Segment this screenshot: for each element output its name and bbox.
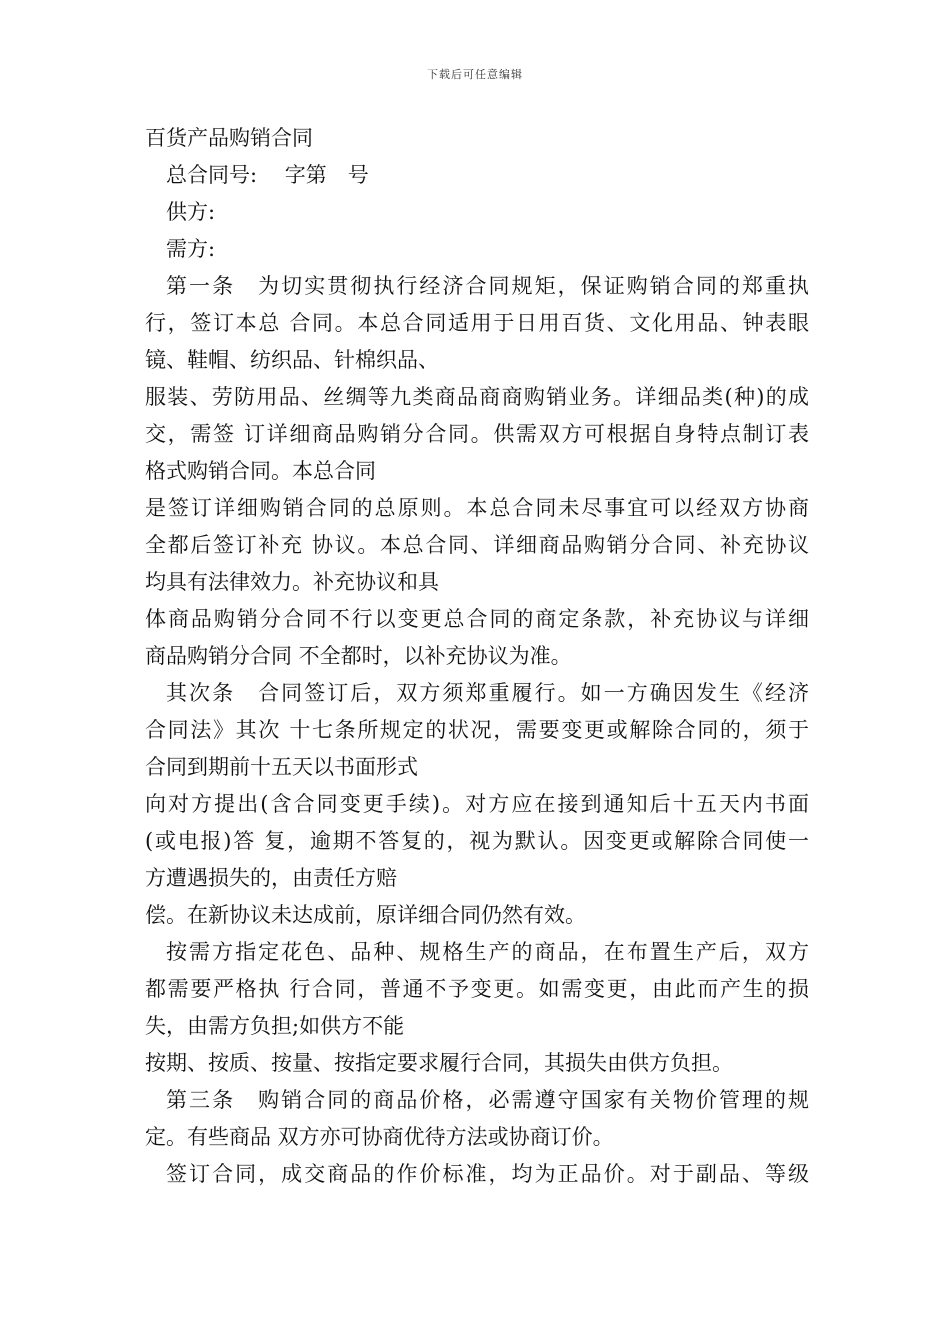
text-line: 向对方提出(含合同变更手续)。对方应在接到通知后十五天内书面: [145, 792, 809, 816]
text-line: (或电报)答 复，逾期不答复的，视为默认。因变更或解除合同使一: [145, 829, 809, 853]
text-line: 合同法》其次 十七条所规定的状况，需要变更或解除合同的，须于: [145, 718, 809, 742]
text-line: 失，由需方负担;如供方不能: [145, 1014, 405, 1038]
document-title: 百货产品购销合同: [145, 126, 313, 150]
text-line: 签订合同，成交商品的作价标准，均为正品价。对于副品、等级: [166, 1162, 809, 1186]
document-body: [145, 120, 809, 1193]
text-line: 格式购销合同。本总合同: [145, 459, 376, 483]
text-line: 定。有些商品 双方亦可协商优待方法或协商订价。: [145, 1125, 614, 1149]
text-line: 方遭遇损失的，由责任方赔: [145, 866, 397, 890]
text-line: 都需要严格执 行合同，普通不予变更。如需变更，由此而产生的损: [145, 977, 809, 1001]
text-line: 体商品购销分合同不行以变更总合同的商定条款，补充协议与详细: [145, 607, 809, 631]
text-line: 是签订详细购销合同的总原则。本总合同未尽事宜可以经双方协商: [145, 496, 809, 520]
text-line: 按需方指定花色、品种、规格生产的商品，在布置生产后，双方: [166, 940, 809, 964]
text-line: 行，签订本总 合同。本总合同适用于日用百货、文化用品、钟表眼: [145, 311, 809, 335]
text-line: 按期、按质、按量、按指定要求履行合同，其损失由供方负担。: [145, 1051, 733, 1075]
text-line: 均具有法律效力。补充协议和具: [145, 570, 439, 594]
text-line: 需方:: [166, 237, 216, 261]
text-line: 第三条 购销合同的商品价格，必需遵守国家有关物价管理的规: [166, 1088, 809, 1112]
text-line: 供方:: [166, 200, 216, 224]
text-line: 全都后签订补充 协议。本总合同、详细商品购销分合同、补充协议: [145, 533, 809, 557]
page-header: 下载后可任意编辑: [427, 68, 523, 81]
text-line: 服装、劳防用品、丝绸等九类商品商商购销业务。详细品类(种)的成: [145, 385, 809, 409]
text-line: 合同到期前十五天以书面形式: [145, 755, 418, 779]
text-line: 交，需签 订详细商品购销分合同。供需双方可根据自身特点制订表: [145, 422, 809, 446]
text-line: 商品购销分合同 不全都时，以补充协议为准。: [145, 644, 572, 668]
text-line: 第一条 为切实贯彻执行经济合同规矩，保证购销合同的郑重执: [166, 274, 809, 298]
text-line: 总合同号: 字第 号: [166, 163, 369, 187]
text-line: 偿。在新协议未达成前，原详细合同仍然有效。: [145, 903, 586, 927]
text-line: 镜、鞋帽、纺织品、针棉织品、: [145, 348, 439, 372]
text-line: 其次条 合同签订后，双方须郑重履行。如一方确因发生《经济: [166, 681, 809, 705]
